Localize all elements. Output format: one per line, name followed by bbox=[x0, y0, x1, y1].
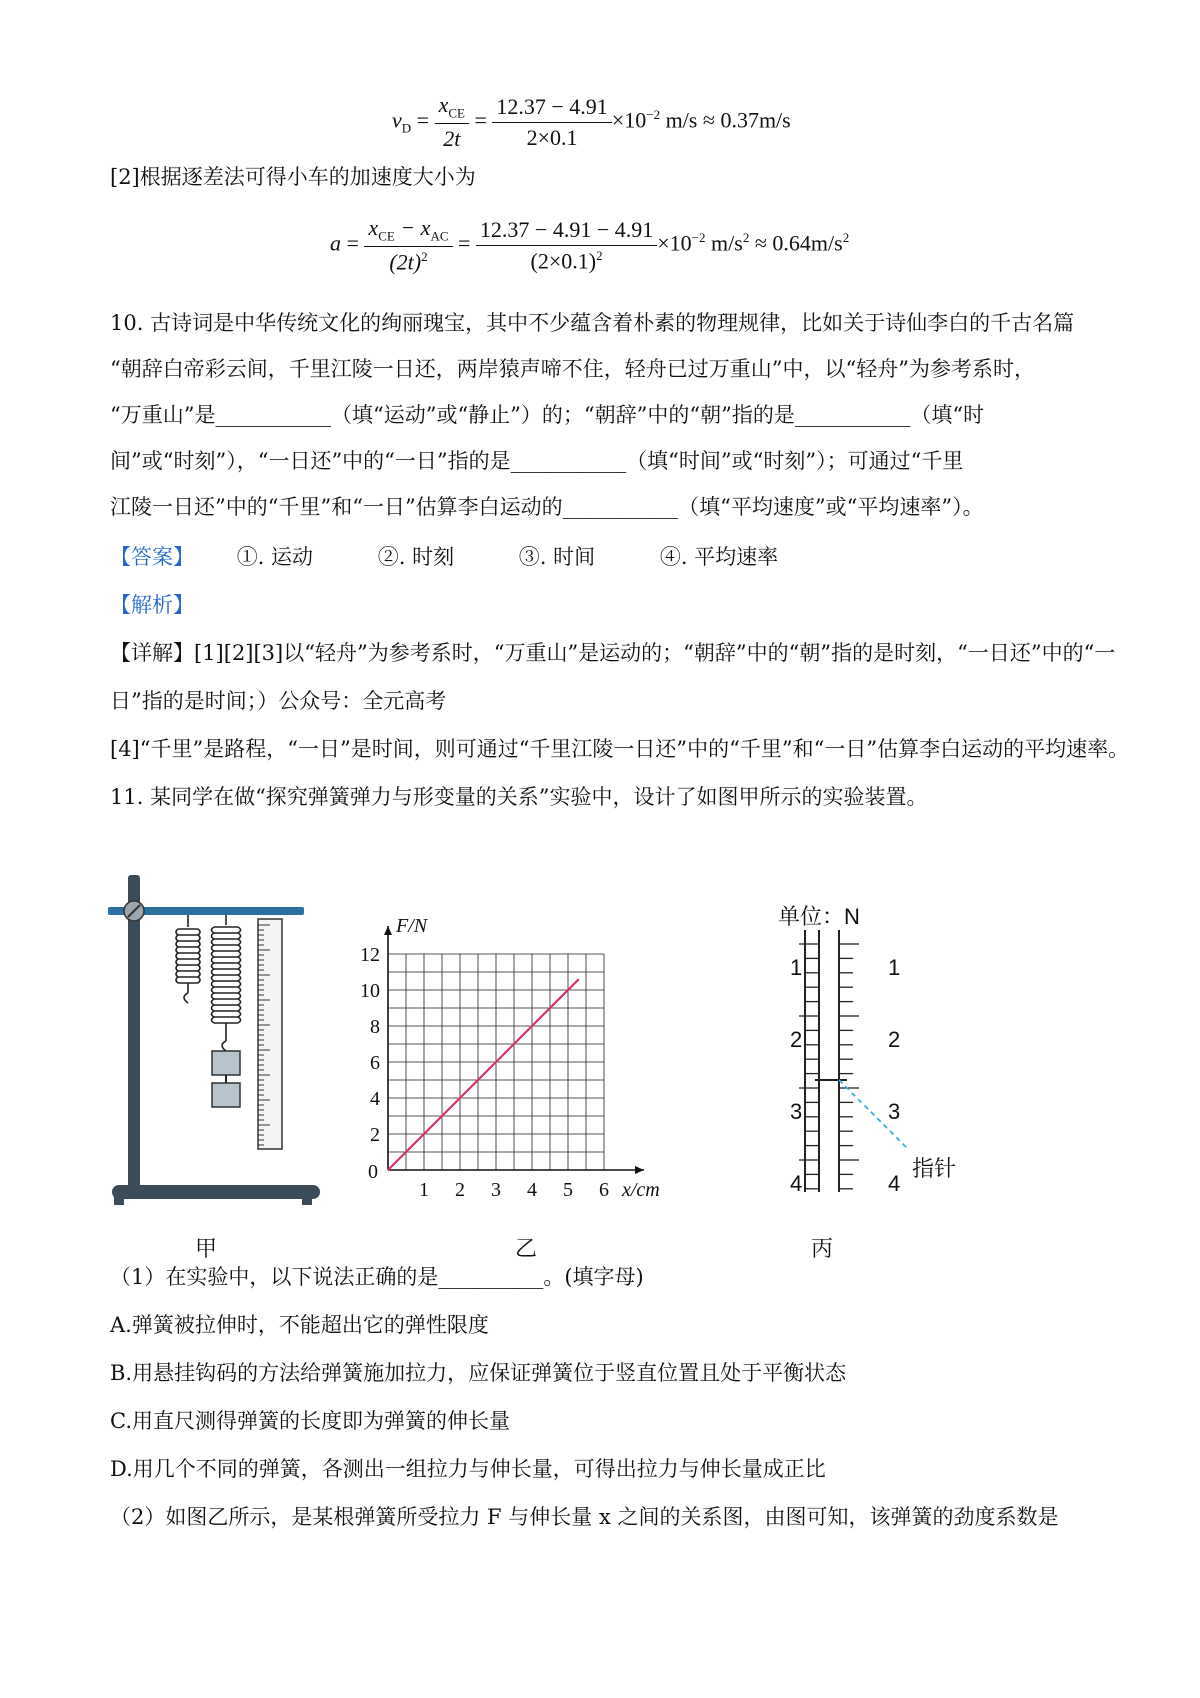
scale-unit-label: 单位：N bbox=[778, 904, 860, 929]
figure-yi-chart bbox=[350, 880, 730, 1210]
scale-left-label-1: 1 bbox=[790, 955, 803, 980]
pointer-label: 指针 bbox=[912, 1157, 957, 1182]
scale-right-label-2: 2 bbox=[888, 1027, 901, 1052]
y-tick-label: 12 bbox=[360, 944, 380, 966]
option-a: A.弹簧被拉伸时，不能超出它的弹性限度 bbox=[110, 1313, 489, 1337]
text-line: [2]根据逐差法可得小车的加速度大小为 bbox=[110, 165, 476, 189]
detail-line-3: [4]“千里”是路程，“一日”是时间，则可通过“千里江陵一日还”中的“千里”和“一日”估算李白运动的平均速率。 bbox=[110, 737, 1130, 761]
answer-3: ③. 时间 bbox=[518, 545, 596, 569]
y-tick-label: 10 bbox=[360, 980, 380, 1002]
x-axis-label: x/cm bbox=[622, 1179, 660, 1201]
q10-line-3: “万重山”是___________（填“运动”或“静止”）的；“朝辞”中的“朝”指的是___________（填“时 bbox=[110, 403, 985, 427]
answer-2: ②. 时刻 bbox=[377, 545, 455, 569]
scale-left-label-4: 4 bbox=[790, 1171, 803, 1196]
x-tick-label: 1 bbox=[419, 1179, 429, 1201]
q11-part-2: （2）如图乙所示，是某根弹簧所受拉力 F 与伸长量 x 之间的关系图，由图可知，该弹簧的劲度系数是 bbox=[110, 1505, 1059, 1529]
q11-part-1: （1）在实验中，以下说法正确的是__________。(填字母) bbox=[110, 1265, 644, 1289]
answer-tag: 【答案】 bbox=[110, 545, 194, 569]
option-d: D.用几个不同的弹簧，各测出一组拉力与伸长量，可得出拉力与伸长量成正比 bbox=[110, 1457, 826, 1481]
q10-line-2: “朝辞白帝彩云间，千里江陵一日还，两岸猿声啼不住，轻舟已过万重山”中，以“轻舟”为参考系时， bbox=[110, 357, 1035, 381]
scale-right-label-1: 1 bbox=[888, 955, 901, 980]
scale-right-label-3: 3 bbox=[888, 1099, 901, 1124]
q10-line-1: 10. 古诗词是中华传统文化的绚丽瑰宝，其中不少蕴含着朴素的物理规律，比如关于诗仙李白的千古名篇 bbox=[110, 311, 1075, 335]
y-tick-label: 8 bbox=[370, 1016, 380, 1038]
q10-line-5: 江陵一日还”中的“千里”和“一日”估算李白运动的___________（填“平均速度”或“平均速率”）。 bbox=[110, 495, 984, 519]
x-tick-label: 2 bbox=[455, 1179, 465, 1201]
detail-line-1: 【详解】[1][2][3]以“轻舟”为参考系时，“万重山”是运动的；“朝辞”中的“朝”指的是时刻，“一日还”中的“一 bbox=[110, 641, 1116, 665]
caption-jia: 甲 bbox=[194, 1237, 217, 1262]
x-tick-label: 4 bbox=[527, 1179, 537, 1201]
y-tick-label: 2 bbox=[370, 1124, 380, 1146]
figure-jia-apparatus bbox=[108, 865, 328, 1215]
velocity-equation: $v_D$ = $\frac{x_{CE}}{2t}$ = $\frac{12.37 - 4.91}{2\times 0.1}$ $\times 10^{-2}$ m/s ≈ 0.37m/s bbox=[392, 92, 791, 152]
answer-1: ①. 运动 bbox=[236, 545, 314, 569]
y-tick-label: 4 bbox=[370, 1088, 380, 1110]
x-tick-label: 6 bbox=[599, 1179, 609, 1201]
option-b: B.用悬挂钩码的方法给弹簧施加拉力，应保证弹簧位于竖直位置且处于平衡状态 bbox=[110, 1361, 847, 1385]
caption-bing: 丙 bbox=[810, 1237, 833, 1262]
scale-right-label-4: 4 bbox=[888, 1171, 901, 1196]
detail-line-2: 日”指的是时间；）公众号：全元高考 bbox=[110, 689, 447, 713]
x-tick-label: 5 bbox=[563, 1179, 573, 1201]
q10-line-4: 间”或“时刻”），“一日还”中的“一日”指的是___________（填“时间”或“时刻”）；可通过“千里 bbox=[110, 449, 964, 473]
x-axis-arrow bbox=[635, 1166, 644, 1174]
q11-intro: 11. 某同学在做“探究弹簧弹力与形变量的关系”实验中，设计了如图甲所示的实验装置。 bbox=[110, 785, 928, 809]
y-tick-label: 6 bbox=[370, 1052, 380, 1074]
acceleration-equation: a = $\frac{x_{CE} - x_{AC}}{(2t)^2}$ = $\frac{12.37 - 4.91 - 4.91}{(2\times 0.1)^2}$ $\times 10^{-2}$ $m/s^2 \approx 0.64m/s^2$ bbox=[330, 215, 850, 275]
caption-yi: 乙 bbox=[514, 1237, 537, 1262]
scale-left-label-3: 3 bbox=[790, 1099, 803, 1124]
x-tick-label: 3 bbox=[491, 1179, 501, 1201]
answer-4: ④. 平均速率 bbox=[659, 545, 779, 569]
answer-row bbox=[110, 542, 778, 572]
option-c: C.用直尺测得弹簧的长度即为弹簧的伸长量 bbox=[110, 1409, 510, 1433]
y-axis-arrow bbox=[384, 926, 392, 935]
origin-label: 0 bbox=[368, 1161, 378, 1183]
analysis-tag: 【解析】 bbox=[110, 593, 194, 617]
y-axis-label: F/N bbox=[396, 915, 428, 937]
scale-left-label-2: 2 bbox=[790, 1027, 803, 1052]
